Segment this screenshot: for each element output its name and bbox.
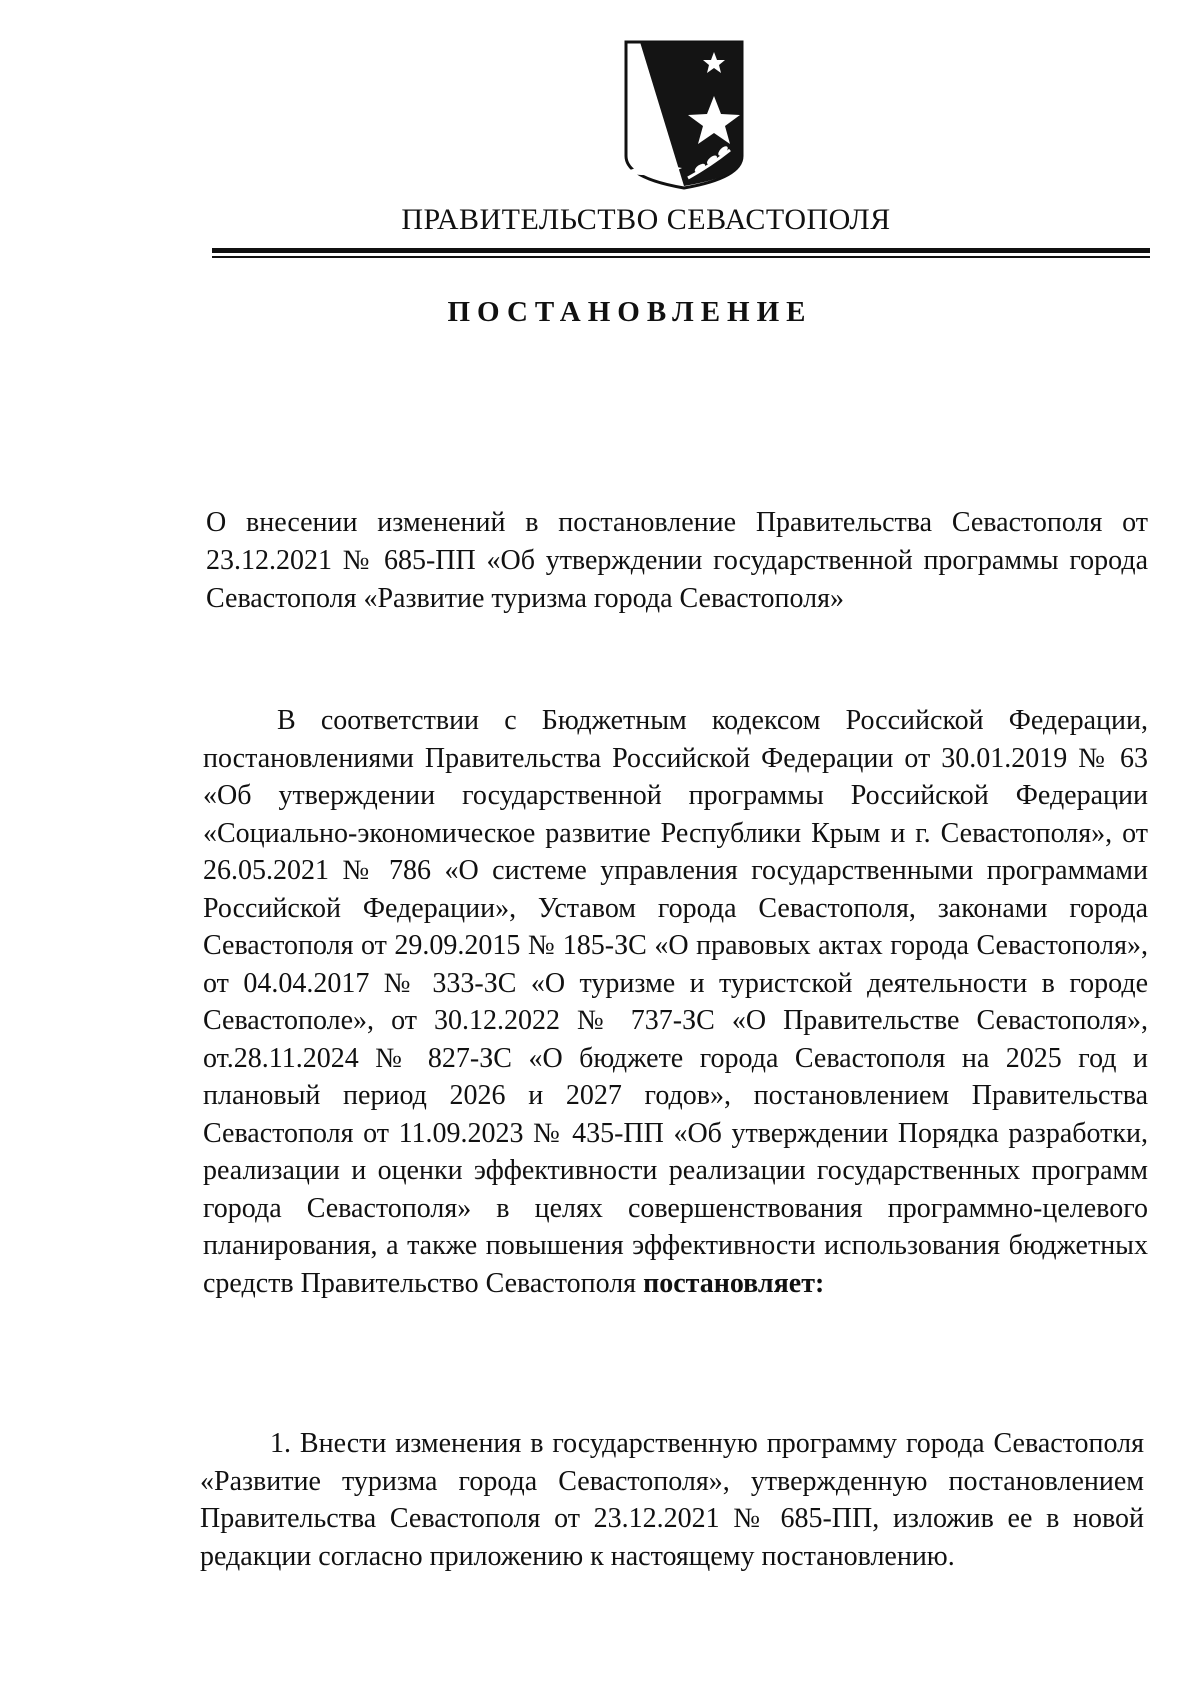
document-type-title: ПОСТАНОВЛЕНИЕ <box>447 296 813 328</box>
preamble-text: В соответствии с Бюджетным кодексом Российской Федерации, постановлениями Правительства Российской Федерации от 30.01.2019 № 63 «Об утверждении государственной программы Российской Федерации «Социально-экономическое развитие Республики Крым и г. Севастополя», от 26.05.2021 № 786 «О системе управления государственными программами Российской Федерации», Уставом города Севастополя, законами города Севастополя от 29.09.2015 № 185-ЗС «О правовых актах города Севастополя», от 04.04.2017 № 333-ЗС «О туризме и туристской деятельности в городе Севастополе», от 30.12.2022 № 737-ЗС «О Правительстве Севастополя», от.28.11.2024 № 827-ЗС «О бюджете города Севастополя на 2025 год и плановый период 2026 и 2027 годов», постановлением Правительства Севастополя от 11.09.2023 № 435-ПП «Об утверждении Порядка разработки, реализации и оценки эффективности реализации государственных программ города Севастополя» в целях совершенствования программно-целевого планирования, а также повышения эффективности использования бюджетных средств Правительство Севастополя <box>203 705 1148 1299</box>
header-rule-thin <box>212 256 1150 258</box>
list-item <box>200 1425 1144 1575</box>
sevastopol-coat-of-arms-icon <box>622 38 746 190</box>
decree-word: постановляет: <box>643 1267 825 1299</box>
item-text: Внести изменения в государственную программу города Севастополя «Развитие туризма города Севастополя», утвержденную постановлением Правительства Севастополя от 23.12.2021 № 685-ПП, изложив ее в новой редакции согласно приложению к настоящему постановлению. <box>200 1428 1145 1572</box>
government-name: ПРАВИТЕЛЬСТВО СЕВАСТОПОЛЯ <box>401 203 891 236</box>
header-rule-thick <box>212 248 1150 253</box>
document-subject: О внесении изменений в постановление Правительства Севастополя от 23.12.2021 № 685-ПП «Об утверждении государственной программы города Севастополя «Развитие туризма города Севастополя» <box>206 507 1148 614</box>
item-number: 1. <box>270 1428 291 1459</box>
preamble-paragraph <box>203 702 1148 1302</box>
